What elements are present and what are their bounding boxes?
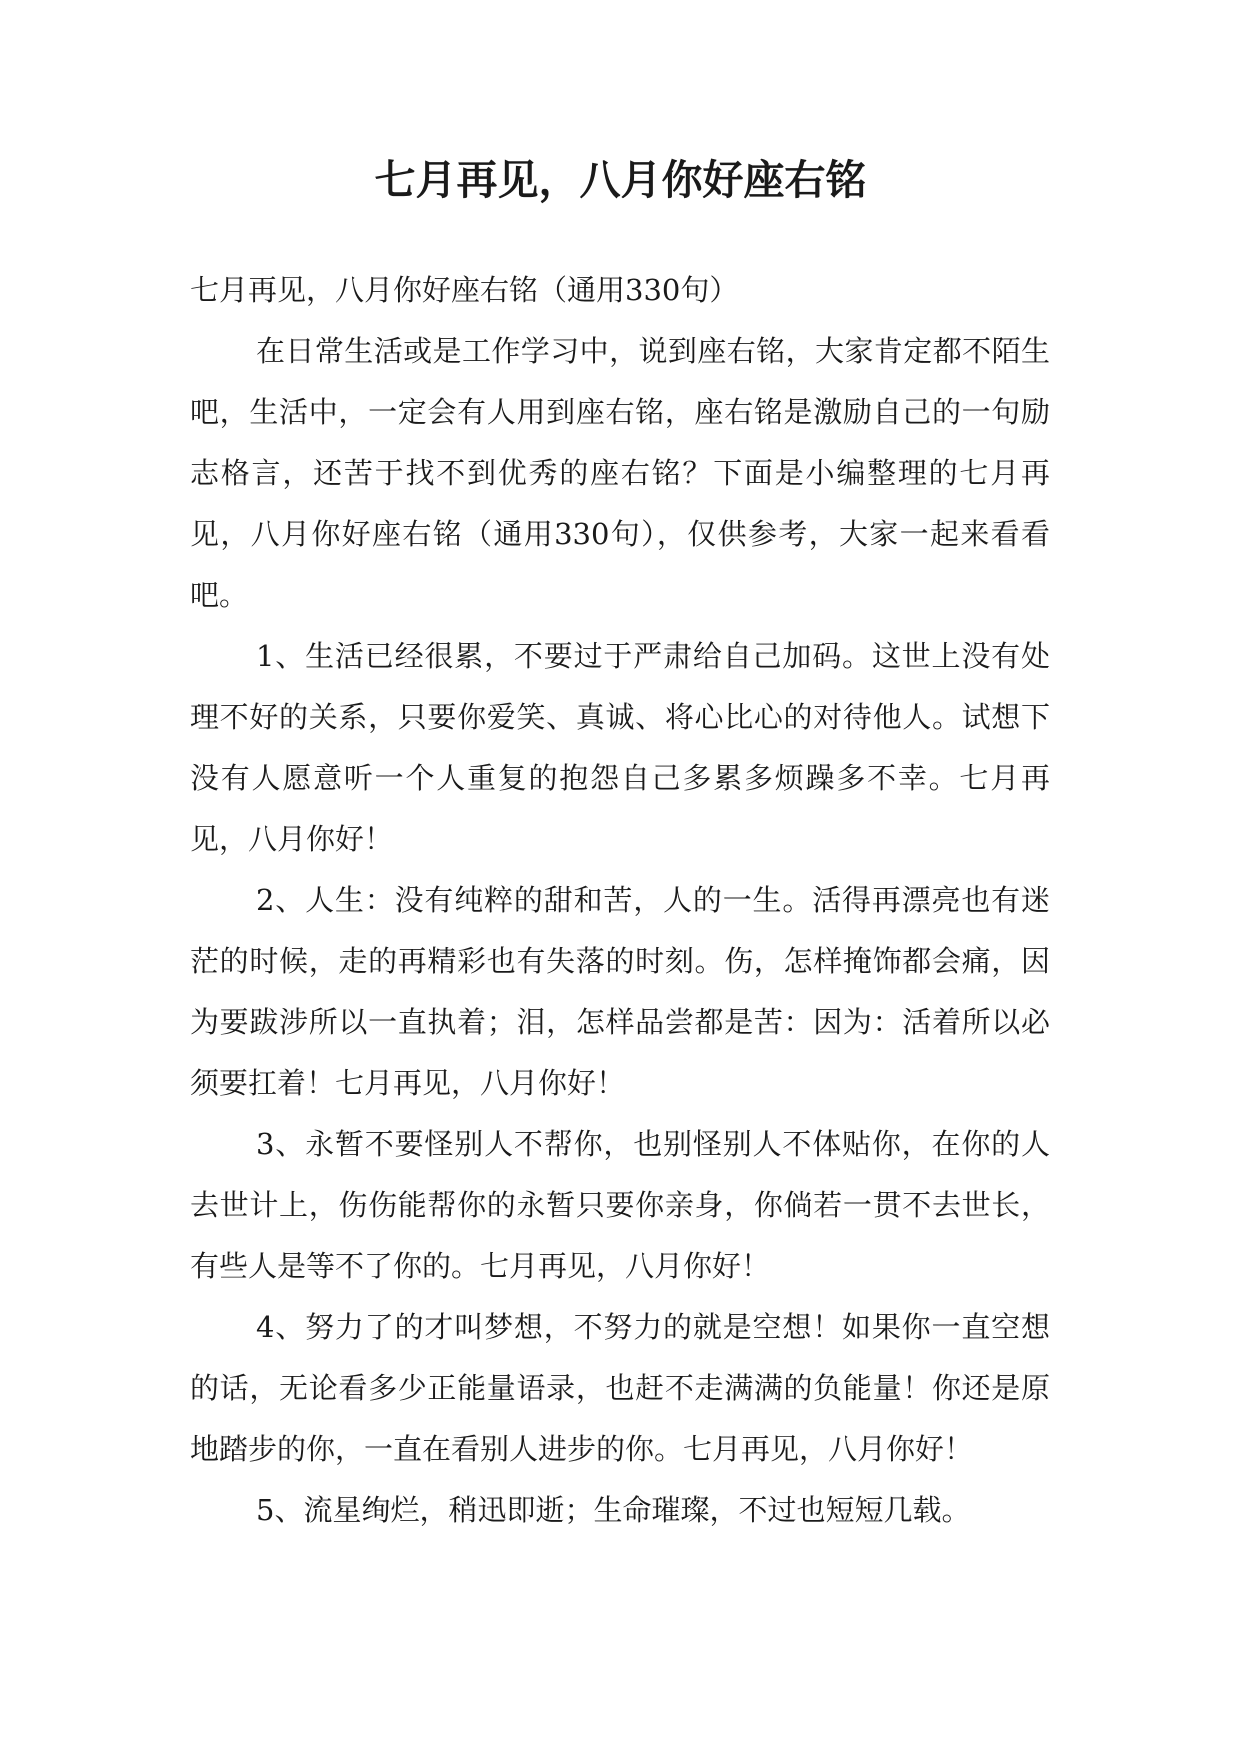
- document-title: 七月再见，八月你好座右铭: [374, 156, 867, 204]
- motto-item-2: 2、人生：没有纯粹的甜和苦，人的一生。活得再漂亮也有迷茫的时候，走的再精彩也有失落的时刻。伤，怎样掩饰都会痛，因为要跋涉所以一直执着；泪，怎样品尝都是苦：因为：活着所以必须要扛着！七月再见，八月你好！: [190, 883, 1050, 1100]
- motto-item-3: 3、永暂不要怪别人不帮你，也别怪别人不体贴你，在你的人去世计上，伤伤能帮你的永暂只要你亲身，你倘若一贯不去世长，有些人是等不了你的。七月再见，八月你好！: [190, 1127, 1050, 1283]
- motto-item-1: 1、生活已经很累，不要过于严肃给自己加码。这世上没有处理不好的关系，只要你爱笑、真诚、将心比心的对待他人。试想下没有人愿意听一个人重复的抱怨自己多累多烦躁多不幸。七月再见，八月你好！: [190, 639, 1050, 856]
- motto-item-5: 5、流星绚烂，稍迅即逝；生命璀璨，不过也短短几载。: [256, 1493, 971, 1527]
- document-subtitle: 七月再见，八月你好座右铭（通用330句）: [190, 273, 739, 307]
- intro-paragraph: 在日常生活或是工作学习中，说到座右铭，大家肯定都不陌生吧，生活中，一定会有人用到座右铭，座右铭是激励自己的一句励志格言，还苦于找不到优秀的座右铭？下面是小编整理的七月再见，八月你好座右铭（通用330句），仅供参考，大家一起来看看吧。: [190, 334, 1050, 612]
- motto-item-4: 4、努力了的才叫梦想，不努力的就是空想！如果你一直空想的话，无论看多少正能量语录，也赶不走满满的负能量！你还是原地踏步的你，一直在看别人进步的你。七月再见，八月你好！: [190, 1310, 1050, 1466]
- document-body: [190, 260, 1050, 1541]
